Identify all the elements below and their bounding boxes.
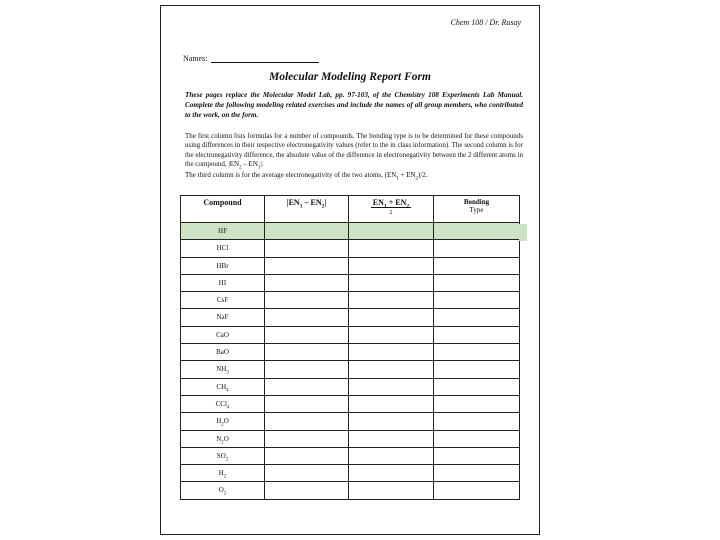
en-difference-cell[interactable] [265,309,349,326]
en-average-cell[interactable] [349,344,434,361]
bonding-type-cell[interactable] [434,274,520,291]
bonding-type-cell[interactable] [434,257,520,274]
en-difference-cell[interactable] [265,430,349,447]
bonding-type-cell[interactable] [434,395,520,412]
compound-cell: $O_2$ [181,482,265,499]
document-page [160,5,540,535]
table-row [181,344,520,361]
compound-cell: $H_2$ [181,465,265,482]
bonding-type-cell[interactable] [434,413,520,430]
compound-cell: BaO [181,344,265,361]
compound-cell: HCl [181,240,265,257]
instructions-paragraph-1: The first column lists formulas for a number of compounds. The bonding type is to be determined for these compounds using differences in their respective electronegativity values (refer to the in class information). The second column is for the electronegativity difference, the absolute value of the difference in electronegativity between the 2 different atoms in the compound, $|EN_2 - EN_1|$. [185,132,523,171]
bonding-type-cell[interactable] [434,465,520,482]
en-average-cell[interactable] [349,292,434,309]
table-row [181,274,520,291]
en-average-cell[interactable] [349,274,434,291]
table-row [181,257,520,274]
compound-cell: CCl$_4$ [181,395,265,412]
en-difference-cell[interactable] [265,465,349,482]
compound-cell: HI [181,274,265,291]
table-body [181,223,520,500]
en-difference-cell[interactable] [265,326,349,343]
compound-table [180,195,520,500]
compound-cell: CaO [181,326,265,343]
table-row [181,465,520,482]
table-header-row [181,196,520,223]
en-difference-cell[interactable] [265,223,349,240]
compound-cell: $SO_2$ [181,447,265,464]
table-row [181,292,520,309]
bonding-type-cell[interactable] [434,430,520,447]
bonding-type-cell[interactable] [434,344,520,361]
en-average-cell[interactable] [349,326,434,343]
table-row [181,395,520,412]
en-average-cell[interactable] [349,361,434,378]
en-difference-cell[interactable] [265,344,349,361]
en-difference-cell[interactable] [265,274,349,291]
en-difference-cell[interactable] [265,395,349,412]
header-bonding-type: Bonding Type [434,196,520,223]
en-average-cell[interactable] [349,413,434,430]
en-difference-cell[interactable] [265,240,349,257]
en-average-cell[interactable] [349,378,434,395]
compound-table-wrapper [180,195,519,500]
en-average-fraction: $\frac{EN_1 + EN_2}{2}$ [372,198,410,216]
bonding-type-cell[interactable] [434,482,520,499]
en-average-cell[interactable] [349,309,434,326]
en-average-cell[interactable] [349,395,434,412]
en-difference-cell[interactable] [265,361,349,378]
bonding-type-cell[interactable] [434,447,520,464]
compound-cell: HF [181,223,265,240]
en-difference-cell[interactable] [265,292,349,309]
bonding-type-cell[interactable] [434,223,520,240]
header-en-average [349,196,434,223]
table-row [181,430,520,447]
table-row [181,361,520,378]
compound-cell: $H_2O$ [181,413,265,430]
header-en-difference: $|EN_1 - EN_2|$ [265,196,349,223]
en-difference-cell[interactable] [265,413,349,430]
page-title: Molecular Modeling Report Form [269,71,431,83]
en-average-cell[interactable] [349,482,434,499]
compound-cell: $N_2O$ [181,430,265,447]
instructions [185,132,523,180]
table-row [181,482,520,499]
compound-cell: NaF [181,309,265,326]
table-row [181,309,520,326]
names-label: Names: [183,54,208,63]
instructions-paragraph-2: The third column is for the average electronegativity of the two atoms, $(EN_1 + EN_2)/2$. [185,170,428,182]
table-row [181,326,520,343]
table-row [181,240,520,257]
en-average-cell[interactable] [349,465,434,482]
en-difference-cell[interactable] [265,257,349,274]
compound-cell: $NH_3$ [181,361,265,378]
en-average-cell[interactable] [349,447,434,464]
compound-cell: $CH_4$ [181,378,265,395]
intro-paragraph: These pages replace the Molecular Model Lab, pp. 97-103, of the Chemistry 108 Experiments Lab Manual. Complete the following modeling related exercises and include the names of all group members, who contributed to the work, on the form. [185,91,523,119]
names-blank-line [211,54,319,63]
header-compound: Compound [181,196,265,223]
en-average-cell[interactable] [349,240,434,257]
en-average-cell[interactable] [349,430,434,447]
bonding-type-cell[interactable] [434,292,520,309]
bonding-type-cell[interactable] [434,240,520,257]
bonding-type-cell[interactable] [434,378,520,395]
en-difference-cell[interactable] [265,378,349,395]
table-row [181,413,520,430]
table-row [181,223,520,240]
highlight-extension [519,224,527,241]
en-difference-cell[interactable] [265,482,349,499]
bonding-type-cell[interactable] [434,326,520,343]
course-header: Chem 108 / Dr. Rusay [450,18,521,27]
compound-cell: CsF [181,292,265,309]
table-row [181,378,520,395]
bonding-type-cell[interactable] [434,309,520,326]
en-difference-cell[interactable] [265,447,349,464]
bonding-type-cell[interactable] [434,361,520,378]
table-row [181,447,520,464]
compound-cell: HBr [181,257,265,274]
names-field [183,54,319,63]
en-average-cell[interactable] [349,257,434,274]
en-average-cell[interactable] [349,223,434,240]
